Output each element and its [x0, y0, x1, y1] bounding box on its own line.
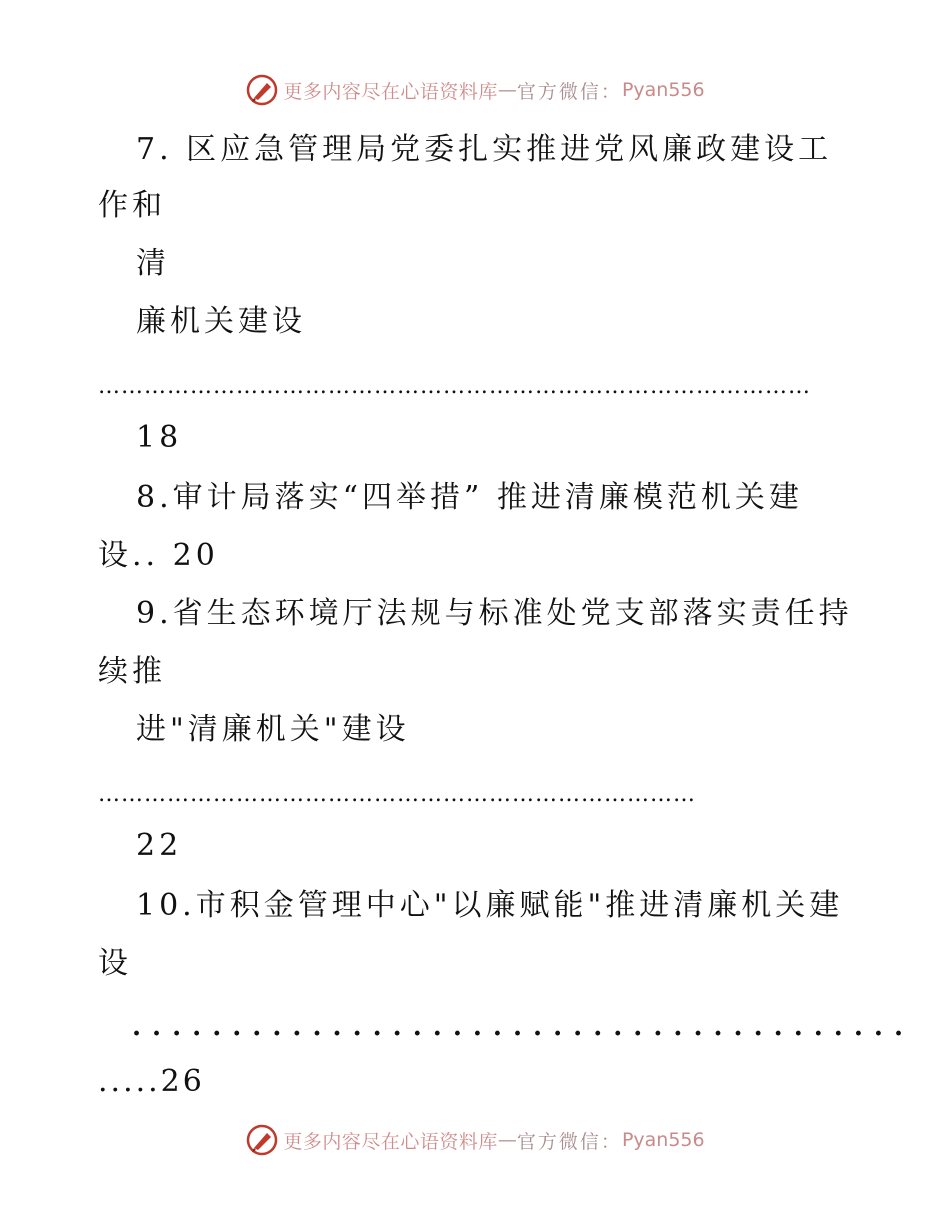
watermark-wechat-id: Pyan556 [621, 1129, 705, 1151]
watermark-wechat-id: Pyan556 [621, 79, 705, 101]
toc-entry-10-page-number: .....26 [98, 1064, 205, 1099]
toc-entry-10-line-2: 设 [98, 946, 132, 981]
toc-entry-8-line-1: 8.审计局落实“四举措” 推进清廉模范机关建 [136, 480, 803, 515]
watermark-wechat-label: 官方微信： [516, 80, 622, 103]
toc-entry-9-page-number: 22 [136, 828, 183, 863]
header-watermark [0, 72, 950, 108]
pen-logo-icon [245, 1123, 279, 1157]
toc-entry-7-leader-dots: ………………………………………………………………………………… [98, 374, 811, 399]
toc-entry-8-line-2: 设.. 20 [98, 538, 219, 573]
watermark-dash: — [497, 79, 517, 101]
watermark-dash: — [497, 1129, 517, 1151]
toc-entry-9-line-1: 9.省生态环境厅法规与标准处党支部落实责任持 [136, 596, 853, 631]
toc-entry-7-line-2: 作和 [98, 188, 166, 223]
footer-watermark [0, 1122, 950, 1158]
toc-entry-7-page-number: 18 [136, 420, 183, 455]
toc-entry-9-leader-dots: …………………………………………………………………… [98, 782, 696, 807]
toc-entry-10-leader-dots: ....................................... [132, 1012, 915, 1042]
toc-entry-10-line-1: 10.市积金管理中心"以廉赋能"推进清廉机关建 [136, 888, 844, 923]
toc-entry-7-line-3: 清 [136, 246, 170, 281]
toc-entry-9-line-2: 续推 [98, 654, 166, 689]
pen-logo-icon [245, 73, 279, 107]
toc-entry-9-line-3: 进"清廉机关"建设 [136, 712, 410, 747]
toc-entry-7-line-4: 廉机关建设 [136, 304, 306, 339]
toc-entry-7-line-1: 7. 区应急管理局党委扎实推进党风廉政建设工 [136, 132, 833, 167]
watermark-main-text: 更多内容尽在心语资料库 [283, 80, 498, 103]
watermark-wechat-label: 官方微信： [516, 1130, 622, 1153]
watermark-main-text: 更多内容尽在心语资料库 [283, 1130, 498, 1153]
